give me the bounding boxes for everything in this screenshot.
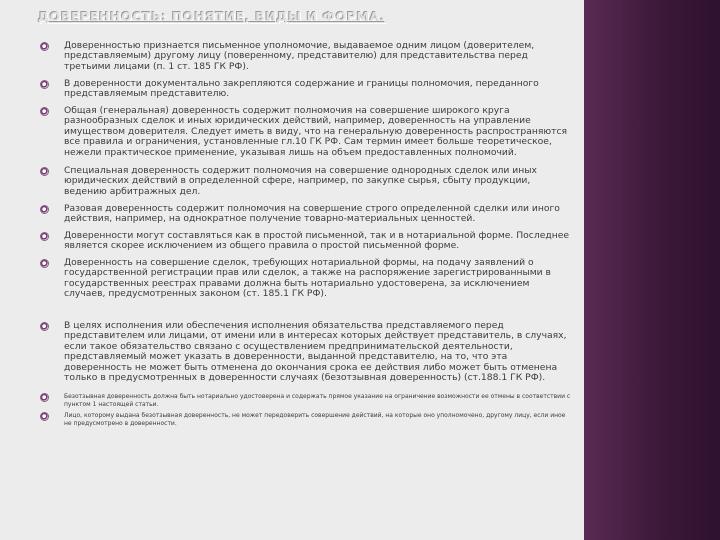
bullet-icon	[40, 412, 49, 421]
bullet-icon	[40, 42, 49, 51]
bullet-icon	[40, 232, 49, 241]
slide-title: ДОВЕРЕННОСТЬ: ПОНЯТИЕ, ВИДЫ И ФОРМА.	[38, 9, 386, 24]
list-item-text: Безотзывная доверенность должна быть нотариально удостоверена и содержать прямое указание на ограничение возможности ее отмены в соответствии с пунктом 1 настоящей статьи.	[64, 393, 571, 408]
list-item-text: Доверенности могут составляться как в простой письменной, так и в нотариальной форме. Последнее является скорее исключением из общего правила о простой письменной форме.	[64, 230, 570, 252]
list-item-text: В доверенности документально закрепляются содержание и границы полномочия, переданного представляемым представителю.	[64, 78, 539, 100]
list-item-text: Разовая доверенность содержит полномочия на совершение строго определенной сделки или иного действия, например, на однократное получение товарно-материальных ценностей.	[64, 203, 560, 225]
bullet-icon	[40, 80, 49, 89]
list-item-text: Специальная доверенность содержит полномочия на совершение однородных сделок или иных юридических действий в определенной сфере, например, по закупке сырья, сбыту продукции, ведению арбитражных дел.	[64, 165, 537, 197]
list-item-text: Доверенностью признается письменное уполномочие, выдаваемое одним лицом (доверителем, представляемым) другому лицу (поверенному, представителю) для представительства перед третьими лицами (п. 1 ст. 185 ГК РФ).	[64, 40, 535, 72]
list-item-text: Доверенность на совершение сделок, требующих нотариальной формы, на подачу заявлений о государственной регистрации прав или сделок, а также на распоряжение зарегистрированными в государственных реестрах правами должна быть нотариально удостоверена, за исключением случаев, предусмотренных законом (ст. 185.1 ГК РФ).	[64, 257, 551, 300]
bullet-icon	[40, 205, 49, 214]
list-item-text: Общая (генеральная) доверенность содержит полномочия на совершение широкого круга разнообразных сделок и иных юридических действий, например, доверенность на управление имуществом доверителя. Следует иметь в виду, что на генеральную доверенность распространяются все правила и ограничения, установленные гл.10 ГК РФ. Сам термин имеет больше теоретическое, нежели практическое применение, указывая лишь на объем предоставленных полномочий.	[64, 105, 568, 158]
bullet-icon	[40, 393, 49, 402]
bullet-icon	[40, 322, 49, 331]
decorative-side-panel	[584, 0, 720, 540]
list-item-text: В целях исполнения или обеспечения исполнения обязательства представляемого перед представителем или лицами, от имени или в интересах которых действует представитель, в случаях, если такое обязательство связано с осуществлением предпринимательской деятельности, представляемый может указать в доверенности, выданной представителю, на то, что эта доверенность не может быть отменена до окончания срока ее действия либо может быть отменена только в предусмотренных в доверенности случаях (безотзывная доверенность) (ст.188.1 ГК РФ).	[64, 320, 567, 384]
bullet-icon	[40, 167, 49, 176]
bullet-icon	[40, 107, 49, 116]
bullet-icon	[40, 259, 49, 268]
list-item-text: Лицо, которому выдана безотзывная доверенность, не может передоверить совершение действий, на которые оно уполномочено, другому лицу, если иное не предусмотрено в доверенности.	[64, 412, 566, 427]
